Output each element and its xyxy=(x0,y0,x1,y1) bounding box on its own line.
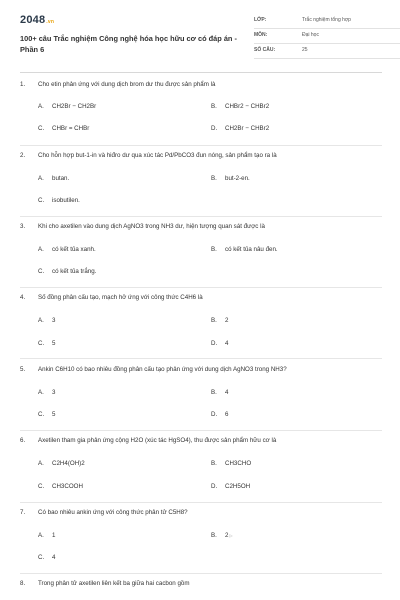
option-letter: C. xyxy=(38,340,45,347)
option-d[interactable] xyxy=(211,483,250,490)
option-text: butan. xyxy=(52,175,70,182)
option-letter: A. xyxy=(38,246,44,253)
option-text: CH2Br − CHBr2 xyxy=(225,125,270,132)
option-letter: D. xyxy=(211,411,218,418)
option-letter: A. xyxy=(38,460,44,467)
logo-suffix: .vn xyxy=(46,19,55,25)
question-number: 6. xyxy=(20,437,26,444)
option-letter: D. xyxy=(211,340,218,347)
question-2 xyxy=(20,152,277,159)
option-b[interactable] xyxy=(211,389,228,396)
question-8 xyxy=(20,580,190,587)
ad-icon: ▷ xyxy=(229,532,233,538)
option-text: 2 xyxy=(225,532,229,539)
option-text: CH2Br − CH2Br xyxy=(52,103,97,110)
option-text: CHBr2 − CHBr2 xyxy=(225,103,270,110)
option-letter: B. xyxy=(211,460,217,467)
option-text: CH3COOH xyxy=(52,483,83,490)
option-a[interactable] xyxy=(38,246,96,253)
option-text: 4 xyxy=(52,554,56,561)
option-letter: C. xyxy=(38,483,45,490)
question-number: 5. xyxy=(20,366,26,373)
option-d[interactable] xyxy=(211,125,269,132)
question-divider xyxy=(20,430,382,431)
option-c[interactable] xyxy=(38,125,89,132)
option-text: 2 xyxy=(225,317,229,324)
option-b[interactable] xyxy=(211,460,251,467)
option-b[interactable] xyxy=(211,103,269,110)
option-text: CHBr = CHBr xyxy=(52,125,90,132)
question-text: Axetilen tham gia phản ứng cộng H2O (xúc tác HgSO4), thu được sản phẩm hữu cơ là xyxy=(38,437,277,444)
question-divider xyxy=(20,502,382,503)
meta-label: MÔN: xyxy=(254,32,268,38)
option-c[interactable] xyxy=(38,340,55,347)
option-c[interactable] xyxy=(38,268,96,275)
option-c[interactable] xyxy=(38,554,55,561)
option-letter: B. xyxy=(211,246,217,253)
option-a[interactable] xyxy=(38,389,55,396)
option-letter: D. xyxy=(211,483,218,490)
question-text: Trong phân tử axetilen liên kết ba giữa hai cacbon gồm xyxy=(38,580,190,587)
option-text: 6 xyxy=(225,411,229,418)
option-b[interactable] xyxy=(211,532,233,539)
meta-label: SỐ CÂU: xyxy=(254,47,276,53)
document-title: 100+ câu Trắc nghiệm Công nghệ hóa học hữu cơ có đáp án - Phần 6 xyxy=(20,34,237,54)
question-7 xyxy=(20,509,188,516)
option-letter: B. xyxy=(211,103,217,110)
option-text: 1 xyxy=(52,532,56,539)
option-a[interactable] xyxy=(38,103,96,110)
question-divider xyxy=(20,216,382,217)
option-text: C2H4(OH)2 xyxy=(52,460,85,467)
option-letter: A. xyxy=(38,103,44,110)
option-text: 5 xyxy=(52,411,56,418)
question-number: 7. xyxy=(20,509,26,516)
question-text: Cho etin phản ứng với dung dịch brom dư thu được sản phẩm là xyxy=(38,81,216,88)
meta-value: Đại học xyxy=(302,32,319,38)
option-a[interactable] xyxy=(38,317,55,324)
option-c[interactable] xyxy=(38,483,83,490)
option-letter: D. xyxy=(211,125,218,132)
question-1 xyxy=(20,81,215,88)
question-divider xyxy=(20,145,382,146)
option-b[interactable] xyxy=(211,317,228,324)
option-d[interactable] xyxy=(211,411,228,418)
option-letter: C. xyxy=(38,411,45,418)
option-c[interactable] xyxy=(38,411,55,418)
option-a[interactable] xyxy=(38,532,55,539)
option-text: 4 xyxy=(225,389,229,396)
option-b[interactable] xyxy=(211,246,278,253)
question-text: Ankin C6H10 có bao nhiêu đồng phân cấu tạo phản ứng với dung dịch AgNO3 trong NH3? xyxy=(38,366,287,373)
option-letter: C. xyxy=(38,268,45,275)
question-divider xyxy=(20,287,382,288)
question-text: Có bao nhiêu ankin ứng với công thức phân tử C5H8? xyxy=(38,509,188,516)
option-letter: C. xyxy=(38,197,45,204)
option-text: C2H5OH xyxy=(225,483,251,490)
meta-value: 25 xyxy=(302,47,308,53)
question-number: 8. xyxy=(20,580,26,587)
option-a[interactable] xyxy=(38,460,85,467)
question-number: 4. xyxy=(20,294,26,301)
question-text: Cho hỗn hợp but-1-in và hiđro dư qua xúc tác Pd/PbCO3 đun nóng, sản phẩm tạo ra là xyxy=(38,152,277,159)
option-letter: B. xyxy=(211,389,217,396)
option-text: 4 xyxy=(225,340,229,347)
meta-value: Trắc nghiệm tổng hợp xyxy=(302,17,351,23)
option-c[interactable] xyxy=(38,197,80,204)
option-d[interactable] xyxy=(211,340,228,347)
option-letter: A. xyxy=(38,532,44,539)
option-text: CH3CHO xyxy=(225,460,252,467)
option-text: 3 xyxy=(52,389,56,396)
question-4 xyxy=(20,294,203,301)
meta-label: LỚP: xyxy=(254,17,267,23)
option-text: có kết tủa xanh. xyxy=(52,246,96,253)
option-letter: A. xyxy=(38,389,44,396)
option-text: 3 xyxy=(52,317,56,324)
question-text: Số đồng phân cấu tạo, mạch hở ứng với công thức C4H6 là xyxy=(38,294,203,301)
logo-text: 2048 xyxy=(20,14,46,26)
question-3 xyxy=(20,223,265,230)
question-number: 3. xyxy=(20,223,26,230)
question-text: Khi cho axetilen vào dung dịch AgNO3 trong NH3 dư, hiện tượng quan sát được là xyxy=(38,223,265,230)
option-text: có kết tủa nâu đen. xyxy=(225,246,278,253)
option-letter: B. xyxy=(211,317,217,324)
option-letter: C. xyxy=(38,125,45,132)
question-divider xyxy=(20,573,382,574)
option-a[interactable] xyxy=(38,175,69,182)
option-letter: A. xyxy=(38,317,44,324)
question-divider xyxy=(20,358,382,359)
question-number: 1. xyxy=(20,81,26,88)
option-text: 5 xyxy=(52,340,56,347)
option-letter: A. xyxy=(38,175,44,182)
question-5 xyxy=(20,366,287,373)
option-text: isobutilen. xyxy=(52,197,80,204)
question-number: 2. xyxy=(20,152,26,159)
option-text: có kết tủa trắng. xyxy=(52,268,97,275)
option-letter: B. xyxy=(211,532,217,539)
question-6 xyxy=(20,437,276,444)
option-text: but-2-en. xyxy=(225,175,250,182)
option-letter: C. xyxy=(38,554,45,561)
option-letter: B. xyxy=(211,175,217,182)
option-b[interactable] xyxy=(211,175,250,182)
